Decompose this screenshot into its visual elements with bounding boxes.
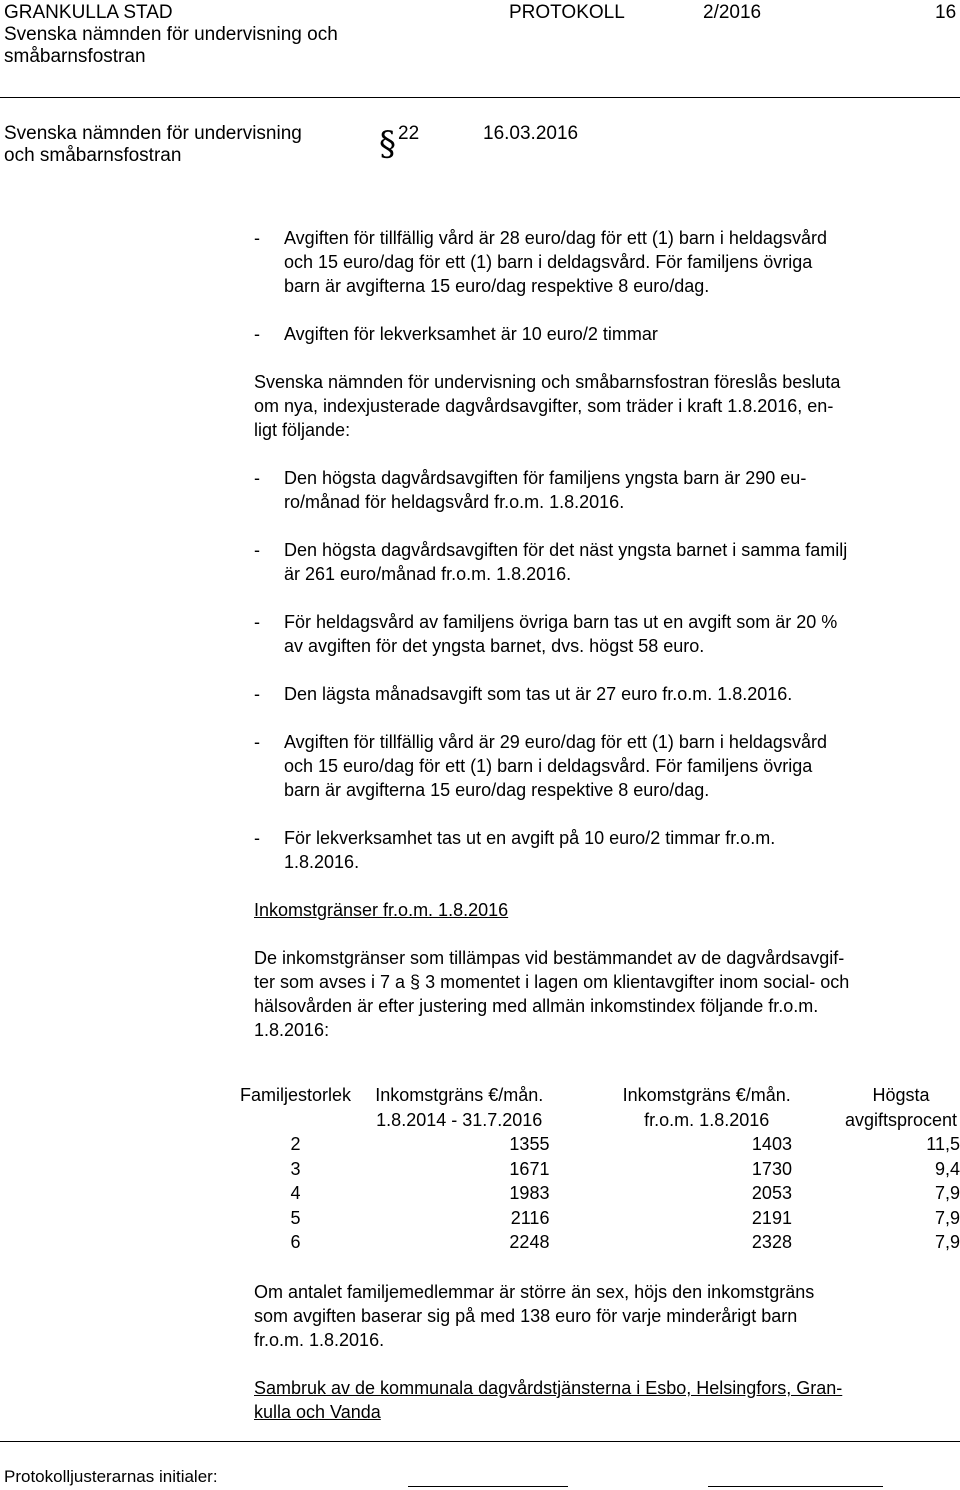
paragraph-number: 22 xyxy=(398,123,420,144)
column-header-new-income-limit: Inkomstgräns €/mån. fr.o.m. 1.8.2016 xyxy=(622,1085,791,1130)
bullet-dash: - xyxy=(254,612,260,632)
paragraph-line: ligt följande: xyxy=(254,420,351,440)
table-row xyxy=(240,1157,960,1182)
initials-line xyxy=(708,1486,883,1487)
column-header-family-size: Familjestorlek xyxy=(240,1085,352,1105)
table-cell: 7,9 xyxy=(934,1183,960,1203)
document-type: PROTOKOLL xyxy=(509,2,625,23)
income-limits-paragraph xyxy=(254,946,960,1042)
column-header-old-income-limit: Inkomstgräns €/mån. 1.8.2014 - 31.7.2016 xyxy=(375,1085,544,1130)
protocol-body xyxy=(254,226,960,1042)
heading-line: Sambruk av de kommunala dagvårdstjänsterna i Esbo, Helsingfors, Gran- xyxy=(254,1378,843,1398)
list-item-line: Den lägsta månadsavgift som tas ut är 27 euro fr.o.m. 1.8.2016. xyxy=(284,684,793,704)
paragraph-line: som avgiften baserar sig på med 138 euro för varje minderårigt barn xyxy=(254,1306,798,1326)
header-divider xyxy=(0,97,960,98)
paragraph-line: Svenska nämnden för undervisning och småbarnsfostran föreslås besluta xyxy=(254,372,841,392)
list-item-line: Avgiften för tillfällig vård är 29 euro/dag för ett (1) barn i heldagsvård xyxy=(284,732,827,752)
table-cell: 2191 xyxy=(751,1207,792,1228)
list-item-line: Avgiften för tillfällig vård är 28 euro/dag för ett (1) barn i heldagsvård xyxy=(284,228,827,248)
bullet-dash: - xyxy=(254,732,260,752)
table-cell: 6 xyxy=(290,1232,301,1252)
bullet-dash: - xyxy=(254,828,260,848)
table-cell: 1671 xyxy=(509,1158,550,1179)
list-item-line: För lekverksamhet tas ut en avgift på 10 euro/2 timmar fr.o.m. xyxy=(284,828,776,848)
list-item-line: För heldagsvård av familjens övriga barn tas ut en avgift som är 20 % xyxy=(284,612,838,632)
paragraph-line: 1.8.2016: xyxy=(254,1020,330,1040)
list-item-line: ro/månad för heldagsvård fr.o.m. 1.8.2016. xyxy=(284,492,625,512)
table-row xyxy=(240,1181,960,1206)
proposal-paragraph xyxy=(254,370,960,442)
list-item-line: är 261 euro/månad fr.o.m. 1.8.2016. xyxy=(284,564,572,584)
paragraph-line: hälsovården är efter justering med allmän inkomstindex följande fr.o.m. xyxy=(254,996,819,1016)
list-item xyxy=(254,610,960,658)
organization-name xyxy=(4,2,338,68)
table-cell: 2116 xyxy=(510,1207,550,1228)
organization-line: GRANKULLA STAD xyxy=(4,2,173,23)
list-item-line: Den högsta dagvårdsavgiften för familjens yngsta barn är 290 eu- xyxy=(284,468,807,488)
meeting-body-line: Svenska nämnden för undervisning xyxy=(4,123,302,144)
initials-line xyxy=(408,1486,568,1487)
list-item xyxy=(254,226,960,298)
table-cell: 2248 xyxy=(509,1232,550,1252)
list-item-line: Avgiften för lekverksamhet är 10 euro/2 timmar xyxy=(284,324,658,344)
table-row xyxy=(240,1132,960,1157)
bullet-dash: - xyxy=(254,684,260,704)
list-item-line: barn är avgifterna 15 euro/dag respektive 8 euro/dag. xyxy=(284,276,710,296)
table-row xyxy=(240,1206,960,1231)
table-cell: 1730 xyxy=(751,1158,792,1179)
bullet-dash: - xyxy=(254,468,260,488)
list-item-line: av avgiften för det yngsta barnet, dvs. högst 58 euro. xyxy=(284,636,705,656)
table-cell: 2 xyxy=(290,1134,301,1154)
bullet-dash: - xyxy=(254,228,260,248)
family-size-paragraph xyxy=(254,1280,960,1352)
table-cell: 1355 xyxy=(509,1134,550,1154)
list-item xyxy=(254,322,960,346)
meeting-body-line: och småbarnsfostran xyxy=(4,145,182,166)
table-cell: 7,9 xyxy=(934,1232,960,1252)
cooperation-heading xyxy=(254,1376,960,1424)
paragraph-line: fr.o.m. 1.8.2016. xyxy=(254,1330,385,1350)
organization-line: småbarnsfostran xyxy=(4,46,146,67)
paragraph-line: De inkomstgränser som tillämpas vid bestämmandet av de dagvårdsavgif- xyxy=(254,948,845,968)
list-item xyxy=(254,466,960,514)
table-cell: 9,4 xyxy=(934,1158,960,1179)
paragraph-sign-icon: § xyxy=(379,124,396,164)
footer-divider xyxy=(0,1441,960,1442)
list-item-line: 1.8.2016. xyxy=(284,852,360,872)
list-item xyxy=(254,682,960,706)
column-header-max-percent: Högsta avgiftsprocent xyxy=(844,1085,958,1130)
list-item-line: barn är avgifterna 15 euro/dag respektive 8 euro/dag. xyxy=(284,780,710,800)
document-number: 2/2016 xyxy=(703,2,762,23)
table-cell: 1983 xyxy=(509,1183,550,1203)
meeting-date: 16.03.2016 xyxy=(483,123,579,144)
meeting-body xyxy=(4,123,302,167)
income-limits-table xyxy=(240,1083,960,1255)
table-cell: 1403 xyxy=(751,1134,792,1154)
table-cell: 5 xyxy=(290,1207,301,1228)
list-item-line: och 15 euro/dag för ett (1) barn i deldagsvård. För familjens övriga xyxy=(284,252,813,272)
protocol-body-continued xyxy=(254,1280,960,1424)
income-limits-heading: Inkomstgränser fr.o.m. 1.8.2016 xyxy=(254,900,509,920)
heading-line: kulla och Vanda xyxy=(254,1402,381,1422)
paragraph-line: ter som avses i 7 a § 3 momentet i lagen om klientavgifter inom social- och xyxy=(254,972,850,992)
page-number: 16 xyxy=(935,2,957,23)
initials-label: Protokolljusterarnas initialer: xyxy=(4,1467,218,1486)
table-cell: 11,5 xyxy=(926,1134,960,1154)
table-cell: 2328 xyxy=(751,1232,792,1252)
organization-line: Svenska nämnden för undervisning och xyxy=(4,24,338,45)
table-row xyxy=(240,1230,960,1255)
list-item-line: Den högsta dagvårdsavgiften för det näst yngsta barnet i samma familj xyxy=(284,540,848,560)
table-cell: 4 xyxy=(290,1183,301,1203)
list-item-line: och 15 euro/dag för ett (1) barn i deldagsvård. För familjens övriga xyxy=(284,756,813,776)
list-item xyxy=(254,538,960,586)
list-item xyxy=(254,730,960,802)
paragraph-line: Om antalet familjemedlemmar är större än sex, höjs den inkomstgräns xyxy=(254,1282,815,1302)
table-cell: 7,9 xyxy=(934,1207,960,1228)
table-cell: 3 xyxy=(290,1158,301,1179)
bullet-dash: - xyxy=(254,324,260,344)
table-cell: 2053 xyxy=(751,1183,792,1203)
table-header-row xyxy=(240,1083,960,1132)
bullet-dash: - xyxy=(254,540,260,560)
list-item xyxy=(254,826,960,874)
paragraph-line: om nya, indexjusterade dagvårdsavgifter, som träder i kraft 1.8.2016, en- xyxy=(254,396,834,416)
